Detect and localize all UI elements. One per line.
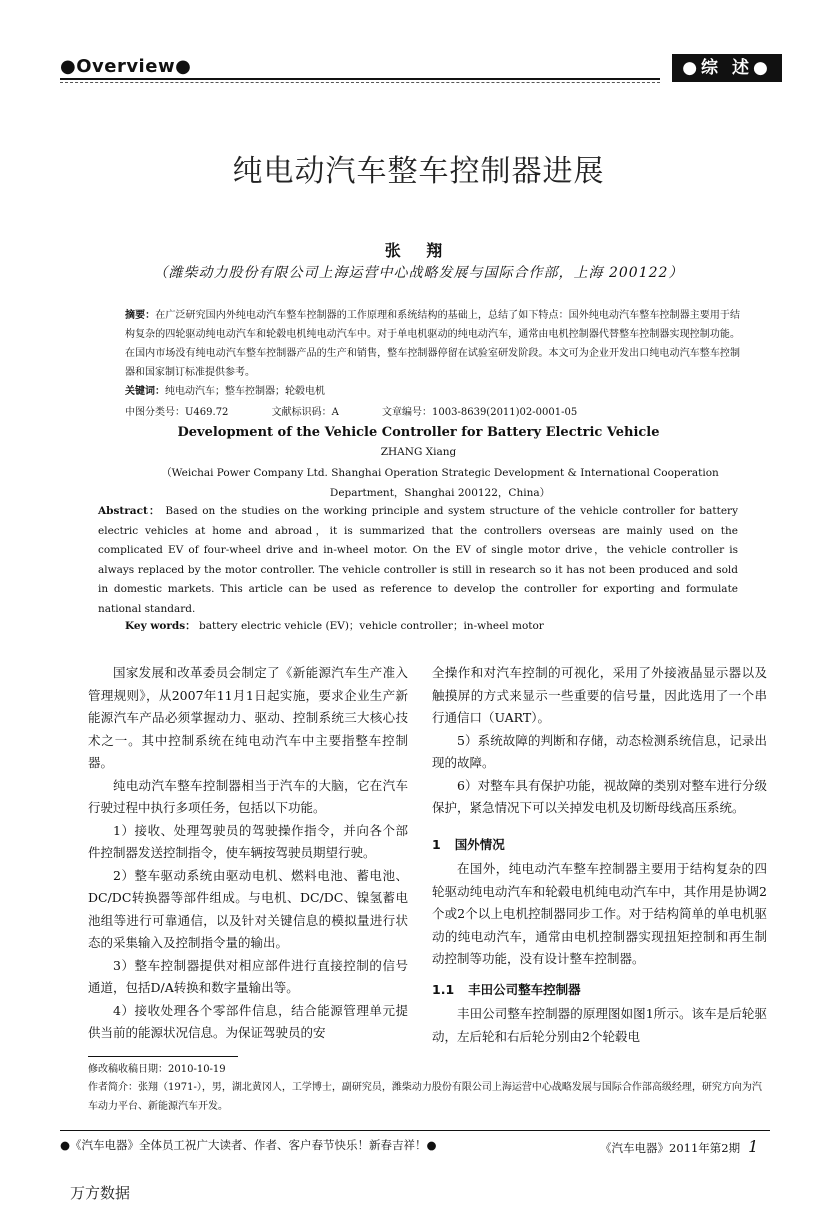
- keywords-cn-text: 纯电动汽车；整车控制器；轮毂电机: [165, 386, 325, 397]
- page-number: 1: [748, 1137, 759, 1156]
- body-paragraph: 5）系统故障的判断和存储，动态检测系统信息，记录出现的故障。: [432, 732, 767, 770]
- header-rule-dashed: [60, 82, 660, 83]
- subsection-title: 丰田公司整车控制器: [468, 981, 581, 997]
- body-paragraph: 2）整车驱动系统由驱动电机、燃料电池、蓄电池、DC/DC转换器等部件组成。与电机、DC/DC、镍氢蓄电池组等进行可靠通信，以及针对关键信息的模拟量进行状态的采集输入及控制指令量的输出。: [88, 867, 408, 950]
- subsection-heading: [432, 979, 767, 1002]
- abstract-en-text: Based on the studies on the working principle and system structure of the vehicle controller for battery electric vehicles at home and abroad，it is summarized that the controllers overseas are mainly used on the complicated EV of four-wheel drive and in-wheel motor. On the EV of single motor drive，the vehicle controller is always replaced by the motor controller. The vehicle controller is still in research so it has not been produced and sold in domestic markets. This article can be used as reference to develop the controller for exporting and formulate national standard.: [98, 505, 738, 615]
- body-paragraph: 丰田公司整车控制器的原理图如图1所示。该车是后轮驱动，左后轮和右后轮分别由2个轮毂电: [432, 1006, 767, 1044]
- footnote-rule: [88, 1056, 238, 1057]
- document-code: 文献标识码：A: [271, 407, 339, 418]
- class-number: 中图分类号：U469.72: [125, 407, 229, 418]
- abstract-en-label: Abstract：: [98, 505, 161, 517]
- paper-title: 纯电动汽车整车控制器进展: [232, 154, 605, 189]
- body-left-column: [88, 662, 408, 1045]
- footnote-author-bio: 作者简介：张翔（1971-），男，湖北黄冈人，工学博士，副研究员，潍柴动力股份有限公司上海运营中心战略发展与国际合作部高级经理，研究方向为汽车动力平台、新能源汽车开发。: [88, 1082, 762, 1112]
- body-paragraph: 4）接收处理各个零部件信息，结合能源管理单元提供当前的能源状况信息。为保证驾驶员的安: [88, 1002, 408, 1040]
- body-paragraph: 纯电动汽车整车控制器相当于汽车的大脑，它在汽车行驶过程中执行多项任务，包括以下功能。: [88, 777, 408, 815]
- abstract-cn-label: 摘要：: [125, 310, 156, 321]
- abstract-en: [98, 502, 738, 619]
- body-paragraph: 3）整车控制器提供对相应部件进行直接控制的信号通道，包括D/A转换和数字量输出等。: [88, 957, 408, 995]
- header-rule: [60, 78, 660, 80]
- classification-line: [125, 403, 725, 418]
- body-paragraph: 在国外，纯电动汽车整车控制器主要用于结构复杂的四轮驱动纯电动汽车和轮毂电机纯电动汽车中，其作用是协调2个或2个以上电机控制器同步工作。对于结构简单的单电机驱动的纯电动汽车，通常由电机控制器实现扭矩控制和再生制动控制等功能，没有设计整车控制器。: [432, 861, 767, 966]
- body-paragraph: 全操作和对汽车控制的可视化，采用了外接液晶显示器以及触摸屏的方式来显示一些重要的信号量，因此选用了一个串行通信口（UART）。: [432, 665, 767, 725]
- body-paragraph: 国家发展和改革委员会制定了《新能源汽车生产准入管理规则》，从2007年11月1日起实施，要求企业生产新能源汽车产品必须掌握动力、驱动、控制系统三大核心技术之一。其中控制系统在纯电动汽车中主要指整车控制器。: [88, 665, 408, 770]
- keywords-en-text: battery electric vehicle (EV)；vehicle controller；in-wheel motor: [199, 620, 544, 632]
- subsection-number: 1.1: [432, 981, 455, 997]
- article-number: 文章编号：1003-8639(2011)02-0001-05: [382, 407, 578, 418]
- abstract-cn: [125, 306, 740, 382]
- section-title: 国外情况: [454, 836, 505, 852]
- keywords-en-label: Key words：: [125, 620, 196, 632]
- footer-rule: [60, 1130, 770, 1131]
- body-right-column: [432, 662, 767, 1048]
- author-name-en: ZHANG Xiang: [380, 446, 457, 458]
- header-category-badge: ●综 述●: [672, 54, 782, 82]
- body-paragraph: 6）对整车具有保护功能，视故障的类别对整车进行分级保护，紧急情况下可以关掉发电机及切断母线高压系统。: [432, 777, 767, 815]
- keywords-cn: [125, 382, 325, 397]
- footnote-received-date: 修改稿收稿日期：2010-10-19: [88, 1064, 226, 1075]
- header-section-label: ●Overview●: [60, 56, 192, 77]
- author-name: 张 翔: [384, 241, 453, 260]
- keywords-en: [125, 618, 544, 633]
- footer-journal-info: [600, 1137, 758, 1156]
- keywords-cn-label: 关键词：: [125, 386, 165, 397]
- section-number: 1: [432, 836, 441, 852]
- author-affiliation-en: （Weichai Power Company Ltd. Shanghai Operation Strategic Development & International Cooperation Department，Shanghai 200122，China）: [161, 467, 719, 499]
- footer-greeting: ●《汽车电器》全体员工祝广大读者、作者、客户春节快乐！新春吉祥！●: [60, 1138, 437, 1152]
- abstract-cn-text: 在广泛研究国内外纯电动汽车整车控制器的工作原理和系统结构的基础上，总结了如下特点：国外纯电动汽车整车控制器主要用于结构复杂的四轮驱动纯电动汽车和轮毂电机纯电动汽车中。对于单电机驱动的纯电动汽车，通常由电机控制器代替整车控制器实现控制功能。在国内市场没有纯电动汽车整车控制器产品的生产和销售，整车控制器停留在试验室研发阶段。本文可为企业开发出口纯电动汽车整车控制器和国家制订标准提供参考。: [125, 310, 740, 378]
- paper-title-en: Development of the Vehicle Controller for Battery Electric Vehicle: [177, 425, 660, 440]
- watermark-text: 万方数据: [70, 1184, 131, 1202]
- body-paragraph: 1）接收、处理驾驶员的驾驶操作指令，并向各个部件控制器发送控制指令，使车辆按驾驶员期望行驶。: [88, 822, 408, 860]
- author-affiliation: （潍柴动力股份有限公司上海运营中心战略发展与国际合作部，上海 200122）: [153, 265, 684, 281]
- journal-issue: 《汽车电器》2011年第2期: [600, 1141, 741, 1155]
- section-heading: [432, 834, 767, 857]
